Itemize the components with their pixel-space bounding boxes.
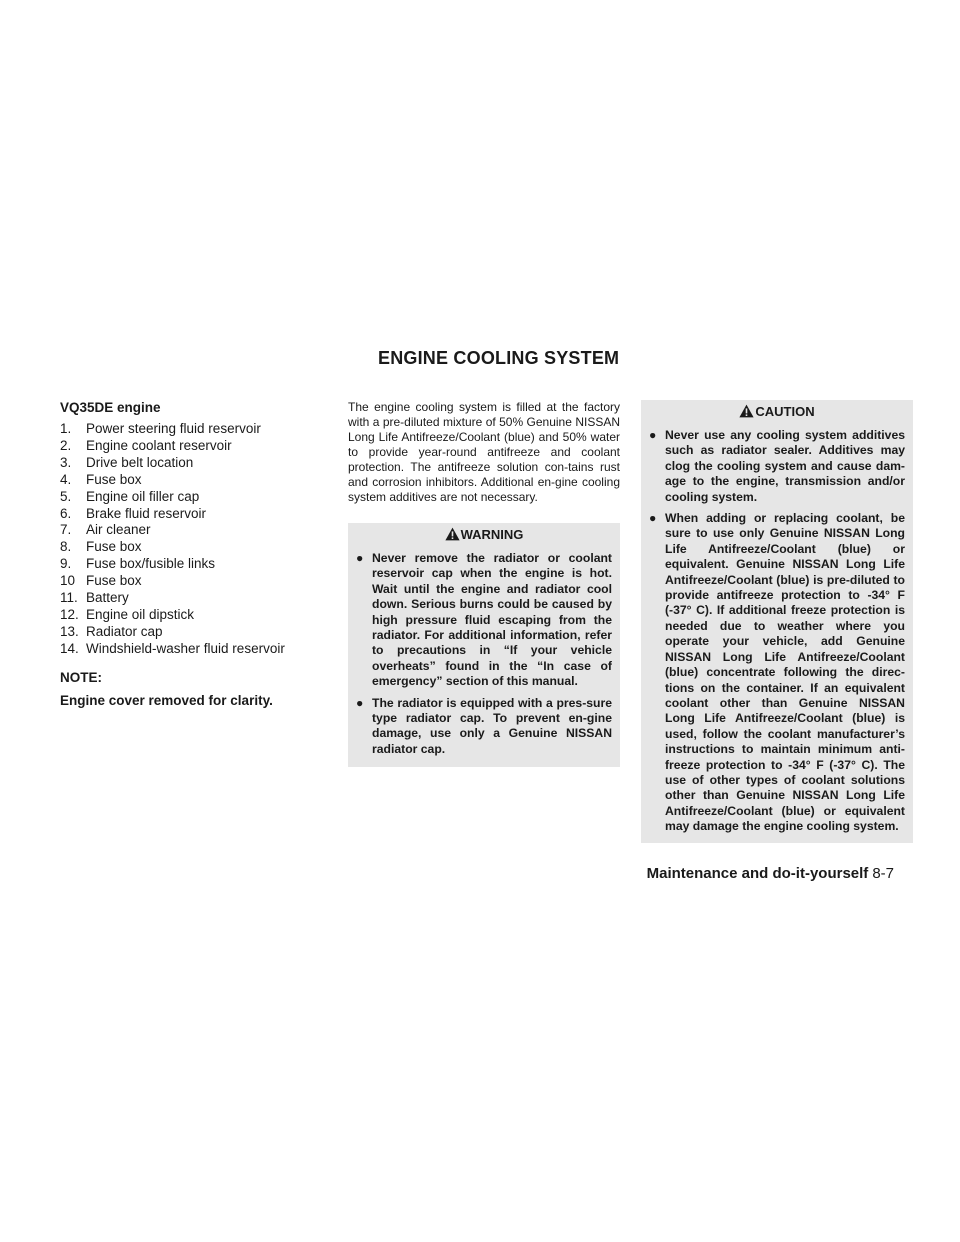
warning-item-text: Never remove the radiator or coolant reservoir cap when the engine is hot. Wait until the engine and radiator cool down. Serious burns could be caused by high pressure fluid escaping from the radiator. For additional information, refer to precautions in “If your vehicle overheats” found in the “In case of emergency” section of this manual.	[372, 551, 612, 689]
item-label: Fuse box	[86, 471, 142, 487]
item-label: Fuse box	[86, 539, 142, 555]
item-number: 12.	[60, 606, 79, 622]
item-number: 3.	[60, 454, 72, 470]
item-number: 7.	[60, 522, 72, 538]
item-number: 2.	[60, 437, 72, 453]
warning-title: WARNING	[460, 526, 524, 542]
caution-item-text: When adding or replacing coolant, be sure to use only Genuine NISSAN Long Life Antifreeze/Coolant (blue) or equivalent. Genuine NISSAN Long Life Antifreeze/Coolant (blue) is pre-diluted to provide antifreeze protection to -34° F (-37° C). If additional freeze protection is needed due to weather where you operate your vehicle, add Genuine NISSAN Long Life Antifreeze/Coolant (blue) concentrate following the direc-tions on the container. If an equivalent coolant other than Genuine NISSAN Long Life Antifreeze/Coolant (blue) is used, follow the coolant manufacturer’s instructions to maintain minimum anti-freeze protection to -34° F (-37° C). The use of other types of coolant solutions other than Genuine NISSAN Long Life Antifreeze/Coolant (blue) or equivalent may damage the engine cooling system.	[665, 511, 905, 834]
list-item	[60, 421, 325, 438]
bullet: ●	[356, 695, 364, 710]
item-label: Fuse box	[86, 573, 142, 589]
page-footer	[647, 865, 894, 882]
item-number: 5.	[60, 488, 72, 504]
list-item	[60, 556, 325, 573]
item-label: Engine oil dipstick	[86, 606, 195, 622]
list-item	[60, 641, 325, 658]
item-label: Radiator cap	[86, 623, 163, 639]
warning-header	[348, 523, 620, 545]
item-label: Engine coolant reservoir	[86, 437, 232, 453]
caution-item-text: Never use any cooling system additives such as radiator sealer. Additives may clog the cooling system and cause dam-age to the engine, transmission and/or cooling system.	[665, 428, 905, 504]
middle-column	[348, 400, 620, 767]
item-label: Brake fluid reservoir	[86, 505, 207, 521]
parts-list	[60, 421, 325, 658]
bullet: ●	[649, 511, 657, 526]
list-item	[60, 472, 325, 489]
list-item	[60, 506, 325, 523]
item-label: Drive belt location	[86, 454, 194, 470]
warning-item-text: The radiator is equipped with a pres-sure type radiator cap. To prevent en-gine damage, use only a Genuine NISSAN radiator cap.	[372, 695, 612, 756]
list-item	[60, 489, 325, 506]
list-item	[649, 428, 905, 505]
bullet: ●	[649, 428, 657, 442]
list-item	[60, 624, 325, 641]
bullet: ●	[356, 551, 364, 565]
list-item	[356, 551, 612, 690]
item-label: Windshield-washer fluid reservoir	[86, 640, 285, 656]
warning-box	[348, 523, 620, 767]
item-number: 13.	[60, 623, 79, 639]
cooling-system-paragraph: The engine cooling system is filled at the factory with a pre-diluted mixture of 50% Genuine NISSAN Long Life Antifreeze/Coolant (blue) and 50% water to provide year-round antifreeze and coolant protection. The antifreeze solution con-tains rust and corrosion inhibitors. Additional en-gine cooling system additives are not necessary.	[348, 400, 620, 504]
item-number: 9.	[60, 556, 72, 572]
item-label: Air cleaner	[86, 522, 151, 538]
list-item	[60, 607, 325, 624]
section-title: ENGINE COOLING SYSTEM	[378, 348, 620, 368]
item-label: Fuse box/fusible links	[86, 556, 216, 572]
right-column	[641, 400, 913, 843]
list-item	[60, 573, 325, 590]
note-text: Engine cover removed for clarity.	[60, 692, 273, 708]
item-number: 1.	[60, 421, 72, 436]
engine-heading: VQ35DE engine	[60, 400, 161, 415]
page-number: 8-7	[872, 865, 894, 882]
item-number: 6.	[60, 505, 72, 521]
caution-title: CAUTION	[755, 403, 815, 419]
warning-icon	[739, 404, 754, 418]
chapter-title: Maintenance and do-it-yourself	[646, 865, 869, 882]
left-column	[60, 400, 325, 708]
item-label: Battery	[86, 590, 129, 606]
item-number: 10	[60, 573, 76, 589]
list-item	[60, 438, 325, 455]
list-item	[356, 696, 612, 758]
item-number: 8.	[60, 539, 72, 555]
list-item	[649, 511, 905, 835]
list-item	[60, 539, 325, 556]
warning-icon	[445, 527, 460, 541]
item-number: 4.	[60, 471, 72, 487]
caution-box	[641, 400, 913, 843]
caution-header	[641, 400, 913, 422]
list-item	[60, 522, 325, 539]
warning-list	[348, 545, 620, 763]
item-label: Engine oil filler cap	[86, 488, 200, 504]
list-item	[60, 590, 325, 607]
item-number: 14.	[60, 640, 79, 656]
item-number: 11.	[60, 590, 78, 606]
caution-list	[641, 422, 913, 841]
list-item	[60, 455, 325, 472]
item-label: Power steering fluid reservoir	[86, 421, 261, 436]
note-label: NOTE:	[60, 669, 102, 685]
